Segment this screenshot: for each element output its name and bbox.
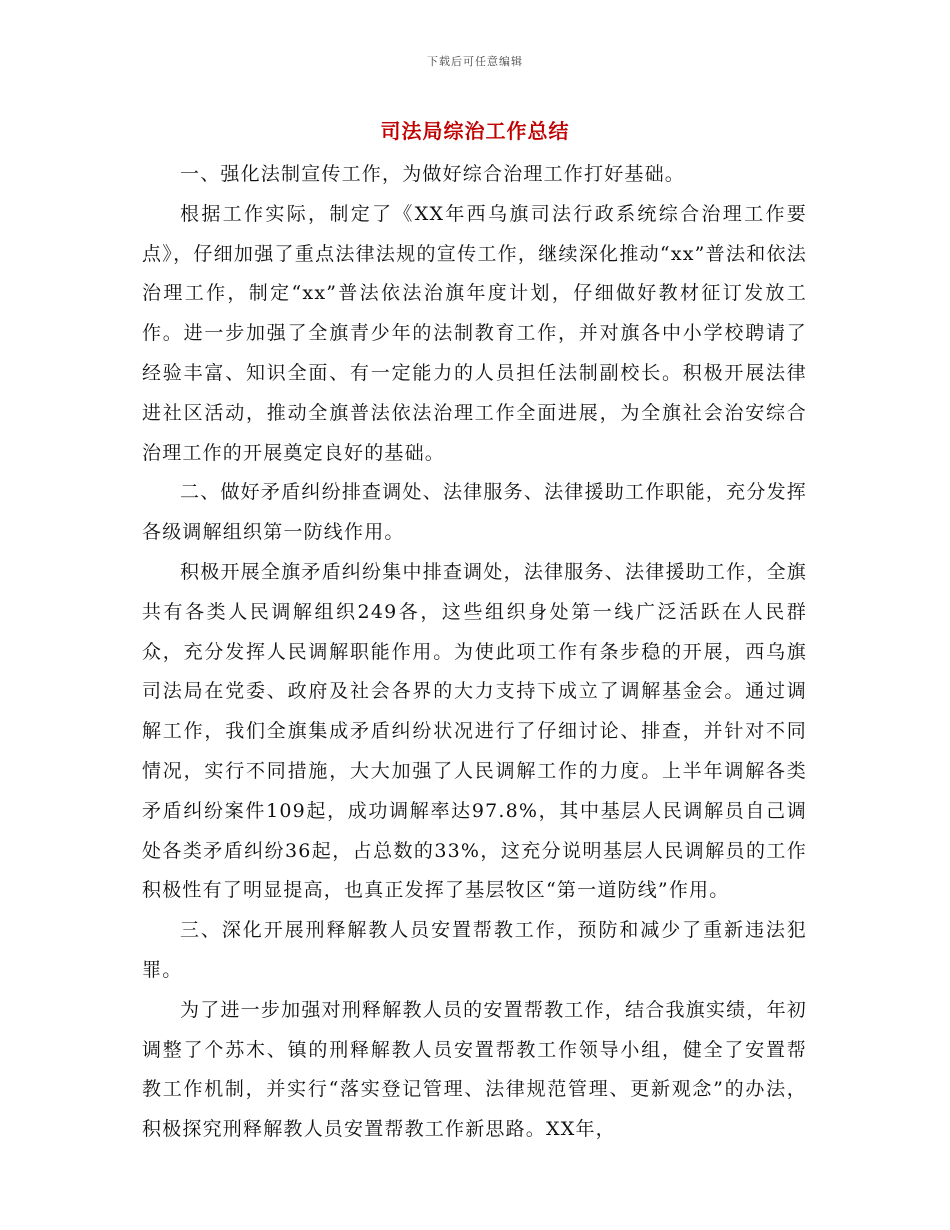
header-note: 下载后可任意编辑 xyxy=(427,55,523,68)
paragraph-section-2-heading: 二、做好矛盾纠纷排查调处、法律服务、法律援助工作职能，充分发挥各级调解组织第一防线作用。 xyxy=(142,481,807,544)
paragraph-section-1-heading: 一、强化法制宣传工作，为做好综合治理工作打好基础。 xyxy=(180,163,686,185)
document-title: 司法局综治工作总结 xyxy=(380,119,570,143)
paragraph-section-3-heading: 三、深化开展刑释解教人员安置帮教工作，预防和减少了重新违法犯罪。 xyxy=(142,919,807,981)
document-body xyxy=(142,155,807,1150)
paragraph-section-1-body: 根据工作实际，制定了《XX年西乌旗司法行政系统综合治理工作要点》，仔细加强了重点法律法规的宣传工作，继续深化推动“xx”普法和依法治理工作，制定“xx”普法依法治旗年度计划，仔细做好教材征订发放工作。进一步加强了全旗青少年的法制教育工作，并对旗各中小学校聘请了经验丰富、知识全面、有一定能力的人员担任法制副校长。积极开展法律进社区活动，推动全旗普法依法治理工作全面进展，为全旗社会治安综合治理工作的开展奠定良好的基础。 xyxy=(142,202,807,464)
paragraph-section-2-body: 积极开展全旗矛盾纠纷集中排查调处，法律服务、法律援助工作，全旗共有各类人民调解组织249各，这些组织身处第一线广泛活跃在人民群众，充分发挥人民调解职能作用。为使此项工作有条步稳的开展，西乌旗司法局在党委、政府及社会各界的大力支持下成立了调解基金会。通过调解工作，我们全旗集成矛盾纠纷状况进行了仔细讨论、排查，并针对不同情况，实行不同措施，大大加强了人民调解工作的力度。上半年调解各类矛盾纠纷案件109起，成功调解率达97.8%，其中基层人民调解员自己调处各类矛盾纠纷36起，占总数的33%，这充分说明基层人民调解员的工作积极性有了明显提高，也真正发挥了基层牧区“第一道防线”作用。 xyxy=(142,560,807,902)
paragraph-section-3-body: 为了进一步加强对刑释解教人员的安置帮教工作，结合我旗实绩，年初调整了个苏木、镇的刑释解教人员安置帮教工作领导小组，健全了安置帮教工作机制，并实行“落实登记管理、法律规范管理、更新观念”的办法，积极探究刑释解教人员安置帮教工作新思路。XX年， xyxy=(142,998,807,1141)
